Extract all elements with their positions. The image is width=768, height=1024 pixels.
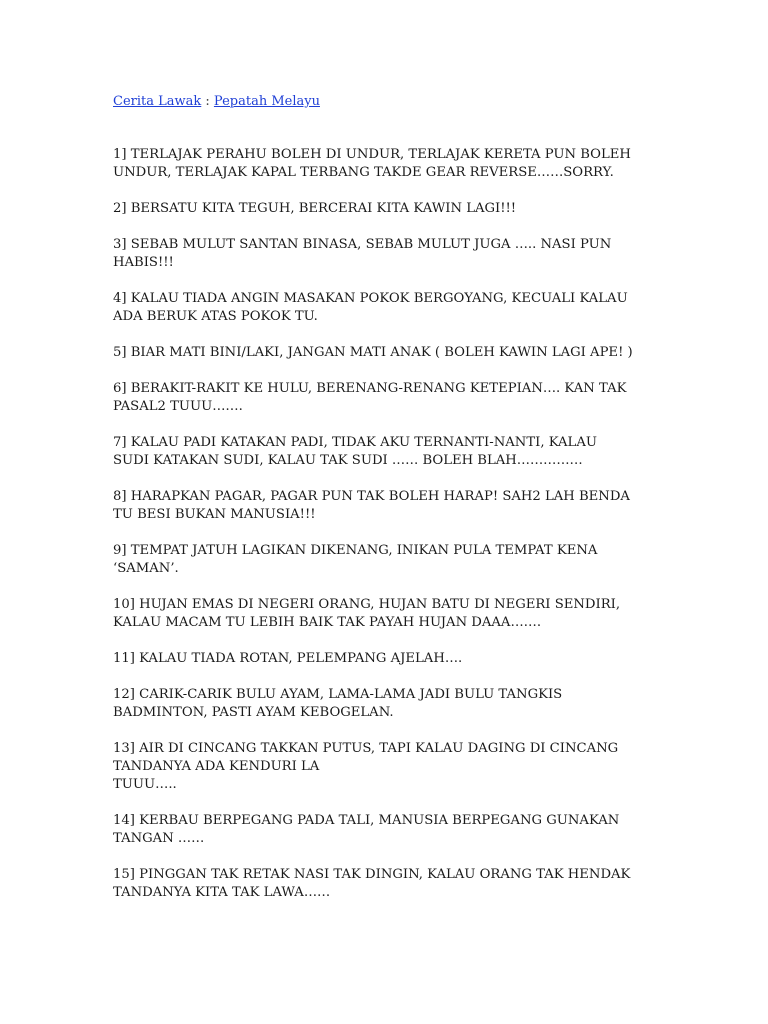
list-item-line: 12] CARIK-CARIK BULU AYAM, LAMA-LAMA JADI BULU TANGKIS [113, 687, 563, 702]
list-item [113, 812, 658, 848]
list-item [113, 200, 658, 218]
list-item-line: 2] BERSATU KITA TEGUH, BERCERAI KITA KAWIN LAGI!!! [113, 201, 517, 216]
list-item [113, 344, 658, 362]
list-item-line: TANGAN …… [113, 831, 205, 846]
breadcrumb-link-cerita-lawak[interactable]: Cerita Lawak [113, 94, 202, 109]
list-item-line: SUDI KATAKAN SUDI, KALAU TAK SUDI …… BOLEH BLAH…………… [113, 453, 583, 468]
proverb-list [113, 146, 658, 902]
list-item-line: 10] HUJAN EMAS DI NEGERI ORANG, HUJAN BATU DI NEGERI SENDIRI, [113, 597, 621, 612]
list-item [113, 542, 658, 578]
list-item-line: 1] TERLAJAK PERAHU BOLEH DI UNDUR, TERLAJAK KERETA PUN BOLEH [113, 147, 631, 162]
list-item-line: UNDUR, TERLAJAK KAPAL TERBANG TAKDE GEAR REVERSE……SORRY. [113, 165, 614, 180]
list-item-line: 13] AIR DI CINCANG TAKKAN PUTUS, TAPI KALAU DAGING DI CINCANG [113, 741, 619, 756]
list-item-line: KALAU MACAM TU LEBIH BAIK TAK PAYAH HUJAN DAAA……. [113, 615, 542, 630]
list-item-line: 9] TEMPAT JATUH LAGIKAN DIKENANG, INIKAN PULA TEMPAT KENA [113, 543, 598, 558]
list-item-line: 6] BERAKIT-RAKIT KE HULU, BERENANG-RENANG KETEPIAN…. KAN TAK [113, 381, 627, 396]
list-item-line: TU BESI BUKAN MANUSIA!!! [113, 507, 316, 522]
list-item [113, 146, 658, 182]
list-item [113, 686, 658, 722]
list-item [113, 488, 658, 524]
list-item-line: TANDANYA KITA TAK LAWA…… [113, 885, 331, 900]
list-item-line: TANDANYA ADA KENDURI LA [113, 759, 320, 774]
list-item-line: 15] PINGGAN TAK RETAK NASI TAK DINGIN, KALAU ORANG TAK HENDAK [113, 867, 631, 882]
list-item-line: HABIS!!! [113, 255, 174, 270]
breadcrumb-separator: : [201, 94, 214, 109]
list-item [113, 434, 658, 470]
list-item [113, 380, 658, 416]
list-item-line: PASAL2 TUUU……. [113, 399, 243, 414]
list-item-line: 11] KALAU TIADA ROTAN, PELEMPANG AJELAH…. [113, 651, 463, 666]
list-item-line: ADA BERUK ATAS POKOK TU. [113, 309, 318, 324]
list-item-line: TUUU….. [113, 777, 177, 792]
list-item-line: 8] HARAPKAN PAGAR, PAGAR PUN TAK BOLEH HARAP! SAH2 LAH BENDA [113, 489, 630, 504]
breadcrumb-link-pepatah-melayu[interactable]: Pepatah Melayu [213, 94, 320, 109]
list-item [113, 866, 658, 902]
list-item [113, 740, 658, 794]
list-item-line: 5] BIAR MATI BINI/LAKI, JANGAN MATI ANAK ( BOLEH KAWIN LAGI APE! ) [113, 345, 633, 360]
breadcrumb [113, 93, 658, 111]
list-item-line: 4] KALAU TIADA ANGIN MASAKAN POKOK BERGOYANG, KECUALI KALAU [113, 291, 628, 306]
list-item-line: 7] KALAU PADI KATAKAN PADI, TIDAK AKU TERNANTI-NANTI, KALAU [113, 435, 597, 450]
list-item [113, 596, 658, 632]
list-item-line: ‘SAMAN’. [113, 561, 179, 576]
list-item-line: 14] KERBAU BERPEGANG PADA TALI, MANUSIA BERPEGANG GUNAKAN [113, 813, 620, 828]
list-item [113, 236, 658, 272]
list-item [113, 650, 658, 668]
list-item-line: 3] SEBAB MULUT SANTAN BINASA, SEBAB MULUT JUGA ….. NASI PUN [113, 237, 612, 252]
list-item-line: BADMINTON, PASTI AYAM KEBOGELAN. [113, 705, 394, 720]
list-item [113, 290, 658, 326]
document-page [113, 93, 658, 920]
